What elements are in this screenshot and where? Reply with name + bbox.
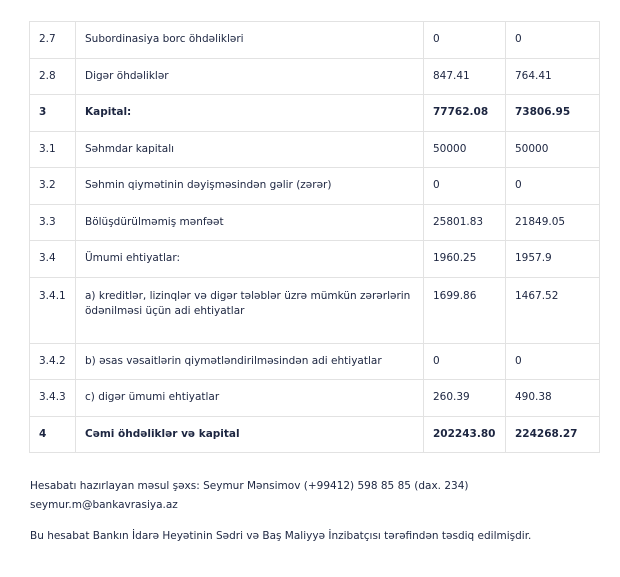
balance-table bbox=[29, 21, 600, 453]
row-label: Kapital: bbox=[76, 95, 424, 132]
row-value-1: 50000 bbox=[424, 131, 506, 168]
row-label: a) kreditlər, lizinqlər və digər tələblər üzrə mümkün zərərlərin ödənilməsi üçün adi ehtiyatlar bbox=[76, 277, 424, 343]
row-number: 3.4.1 bbox=[30, 277, 76, 343]
row-value-2: 21849.05 bbox=[506, 204, 600, 241]
row-number: 3.4.2 bbox=[30, 343, 76, 380]
row-value-2: 73806.95 bbox=[506, 95, 600, 132]
row-value-1: 0 bbox=[424, 168, 506, 205]
row-value-1: 847.41 bbox=[424, 58, 506, 95]
row-value-2: 224268.27 bbox=[506, 416, 600, 453]
row-number: 4 bbox=[30, 416, 76, 453]
email-text: seymur.m@bankavrasiya.az bbox=[30, 499, 178, 511]
approval-text: Bu hesabat Bankın İdarə Heyətinin Sədri və Baş Maliyyə İnzibatçısı tərəfindən təsdiq edilmişdir. bbox=[30, 530, 532, 542]
table-row bbox=[30, 343, 600, 380]
row-number: 3.1 bbox=[30, 131, 76, 168]
row-value-1: 1699.86 bbox=[424, 277, 506, 343]
row-label: Digər öhdəliklər bbox=[76, 58, 424, 95]
row-label: Cəmi öhdəliklər və kapital bbox=[76, 416, 424, 453]
table-row bbox=[30, 277, 600, 343]
table-row bbox=[30, 22, 600, 59]
row-number: 3 bbox=[30, 95, 76, 132]
row-label: Ümumi ehtiyatlar: bbox=[76, 241, 424, 278]
contact-text: Hesabatı hazırlayan məsul şəxs: Seymur Mənsimov (+99412) 598 85 85 (dax. 234) bbox=[30, 480, 469, 492]
row-label: Səhmdar kapitalı bbox=[76, 131, 424, 168]
row-number: 3.4 bbox=[30, 241, 76, 278]
row-label: b) əsas vəsaitlərin qiymətləndirilməsindən adi ehtiyatlar bbox=[76, 343, 424, 380]
row-value-2: 0 bbox=[506, 168, 600, 205]
row-value-1: 0 bbox=[424, 22, 506, 59]
table-row bbox=[30, 241, 600, 278]
footer bbox=[30, 477, 600, 546]
row-label: Subordinasiya borc öhdəlikləri bbox=[76, 22, 424, 59]
table-row bbox=[30, 168, 600, 205]
row-number: 3.3 bbox=[30, 204, 76, 241]
row-value-1: 202243.80 bbox=[424, 416, 506, 453]
table-row bbox=[30, 204, 600, 241]
row-number: 2.8 bbox=[30, 58, 76, 95]
row-value-1: 77762.08 bbox=[424, 95, 506, 132]
row-value-2: 1957.9 bbox=[506, 241, 600, 278]
row-value-1: 25801.83 bbox=[424, 204, 506, 241]
row-value-2: 50000 bbox=[506, 131, 600, 168]
row-label: Bölüşdürülməmiş mənfəət bbox=[76, 204, 424, 241]
row-label: c) digər ümumi ehtiyatlar bbox=[76, 380, 424, 417]
table-row bbox=[30, 95, 600, 132]
row-value-2: 1467.52 bbox=[506, 277, 600, 343]
row-label: Səhmin qiymətinin dəyişməsindən gəlir (zərər) bbox=[76, 168, 424, 205]
row-value-1: 1960.25 bbox=[424, 241, 506, 278]
table-row bbox=[30, 380, 600, 417]
row-value-1: 0 bbox=[424, 343, 506, 380]
row-number: 3.4.3 bbox=[30, 380, 76, 417]
row-value-2: 490.38 bbox=[506, 380, 600, 417]
table-row bbox=[30, 58, 600, 95]
row-value-2: 764.41 bbox=[506, 58, 600, 95]
row-value-1: 260.39 bbox=[424, 380, 506, 417]
table-row bbox=[30, 131, 600, 168]
row-number: 3.2 bbox=[30, 168, 76, 205]
row-number: 2.7 bbox=[30, 22, 76, 59]
row-value-2: 0 bbox=[506, 343, 600, 380]
table-row bbox=[30, 416, 600, 453]
row-value-2: 0 bbox=[506, 22, 600, 59]
